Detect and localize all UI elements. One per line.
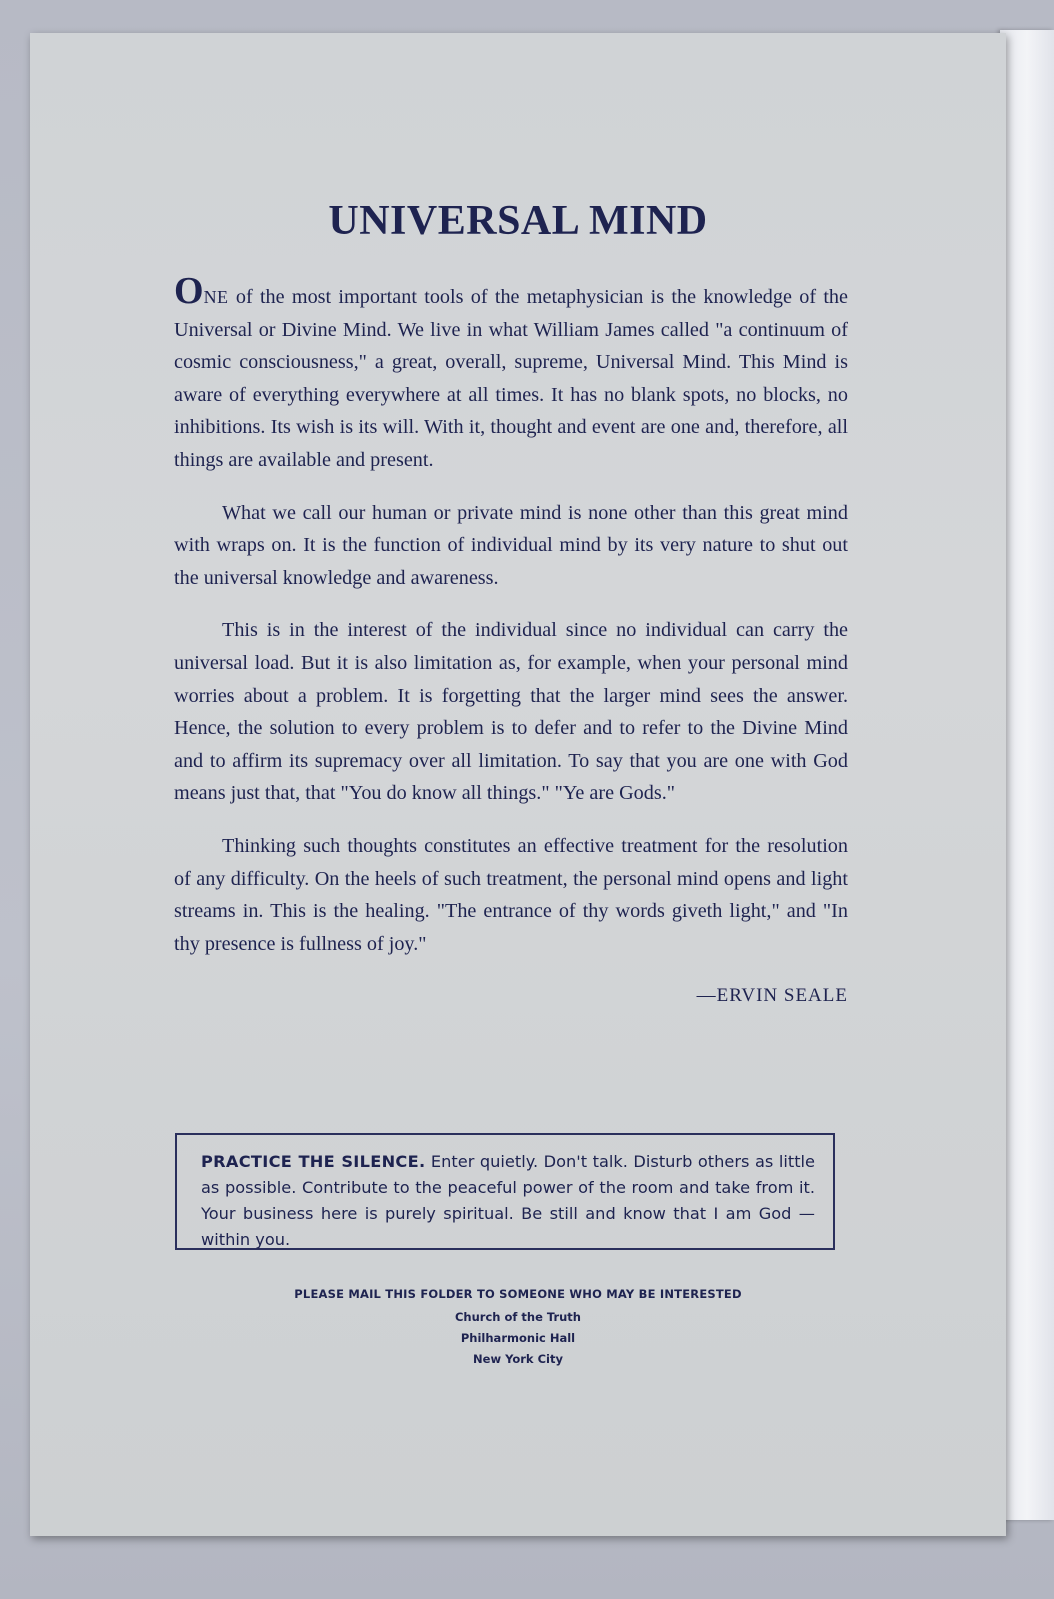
document-title: UNIVERSAL MIND: [328, 198, 708, 244]
church-name: Church of the Truth: [454, 1310, 581, 1324]
pamphlet-page: [30, 33, 1006, 1536]
paragraph-2: What we call our human or private mind is none other than this great mind with wraps on. It is the function of individual mind by its very nature to shut out the universal knowledge and awareness.: [174, 501, 848, 589]
notice-heading: PRACTICE THE SILENCE.: [201, 1152, 426, 1171]
mail-request: PLEASE MAIL THIS FOLDER TO SOMEONE WHO MAY BE INTERESTED: [294, 1287, 742, 1301]
paragraph-3: This is in the interest of the individual since no individual can carry the universal load. But it is also limitation as, for example, when your personal mind worries about a problem. It is forgetting that the larger mind sees the answer. Hence, the solution to every problem is to defer and to refer to the Divine Mind and to affirm its supremacy over all limitation. To say that you are one with God means just that, that "You do know all things." "Ye are Gods.": [174, 619, 848, 805]
small-caps-lead: NE: [203, 287, 229, 307]
author-signature: —ERVIN SEALE: [696, 985, 848, 1007]
city-name: New York City: [473, 1352, 563, 1366]
venue-name: Philharmonic Hall: [460, 1331, 576, 1345]
article-body: [174, 270, 848, 1013]
paragraph-1-text: of the most important tools of the metaphysician is the knowledge of the Universal or Divine Mind. We live in what William James called "a continuum of cosmic consciousness," a great, overall, supreme, Universal Mind. This Mind is aware of everything everywhere at all times. It has no blank spots, no blocks, no inhibitions. Its wish is its will. With it, thought and event are one and, therefore, all things are available and present.: [174, 286, 848, 471]
practice-silence-notice: [175, 1133, 835, 1250]
footer: [30, 1287, 1006, 1370]
paragraph-4: Thinking such thoughts constitutes an effective treatment for the resolution of any difficulty. On the heels of such treatment, the personal mind opens and light streams in. This is the healing. "The entrance of thy words giveth light," and "In thy presence is fullness of joy.": [174, 834, 848, 955]
paragraph-1: [174, 270, 848, 477]
drop-cap-letter: O: [174, 270, 204, 312]
underlying-page-edge: [1000, 30, 1054, 1520]
notice-text: Enter quietly. Don't talk. Disturb others as little as possible. Contribute to the peaceful power of the room and take from it. Your business here is purely spiritual. Be still and know that I am God — within you.: [201, 1152, 815, 1249]
